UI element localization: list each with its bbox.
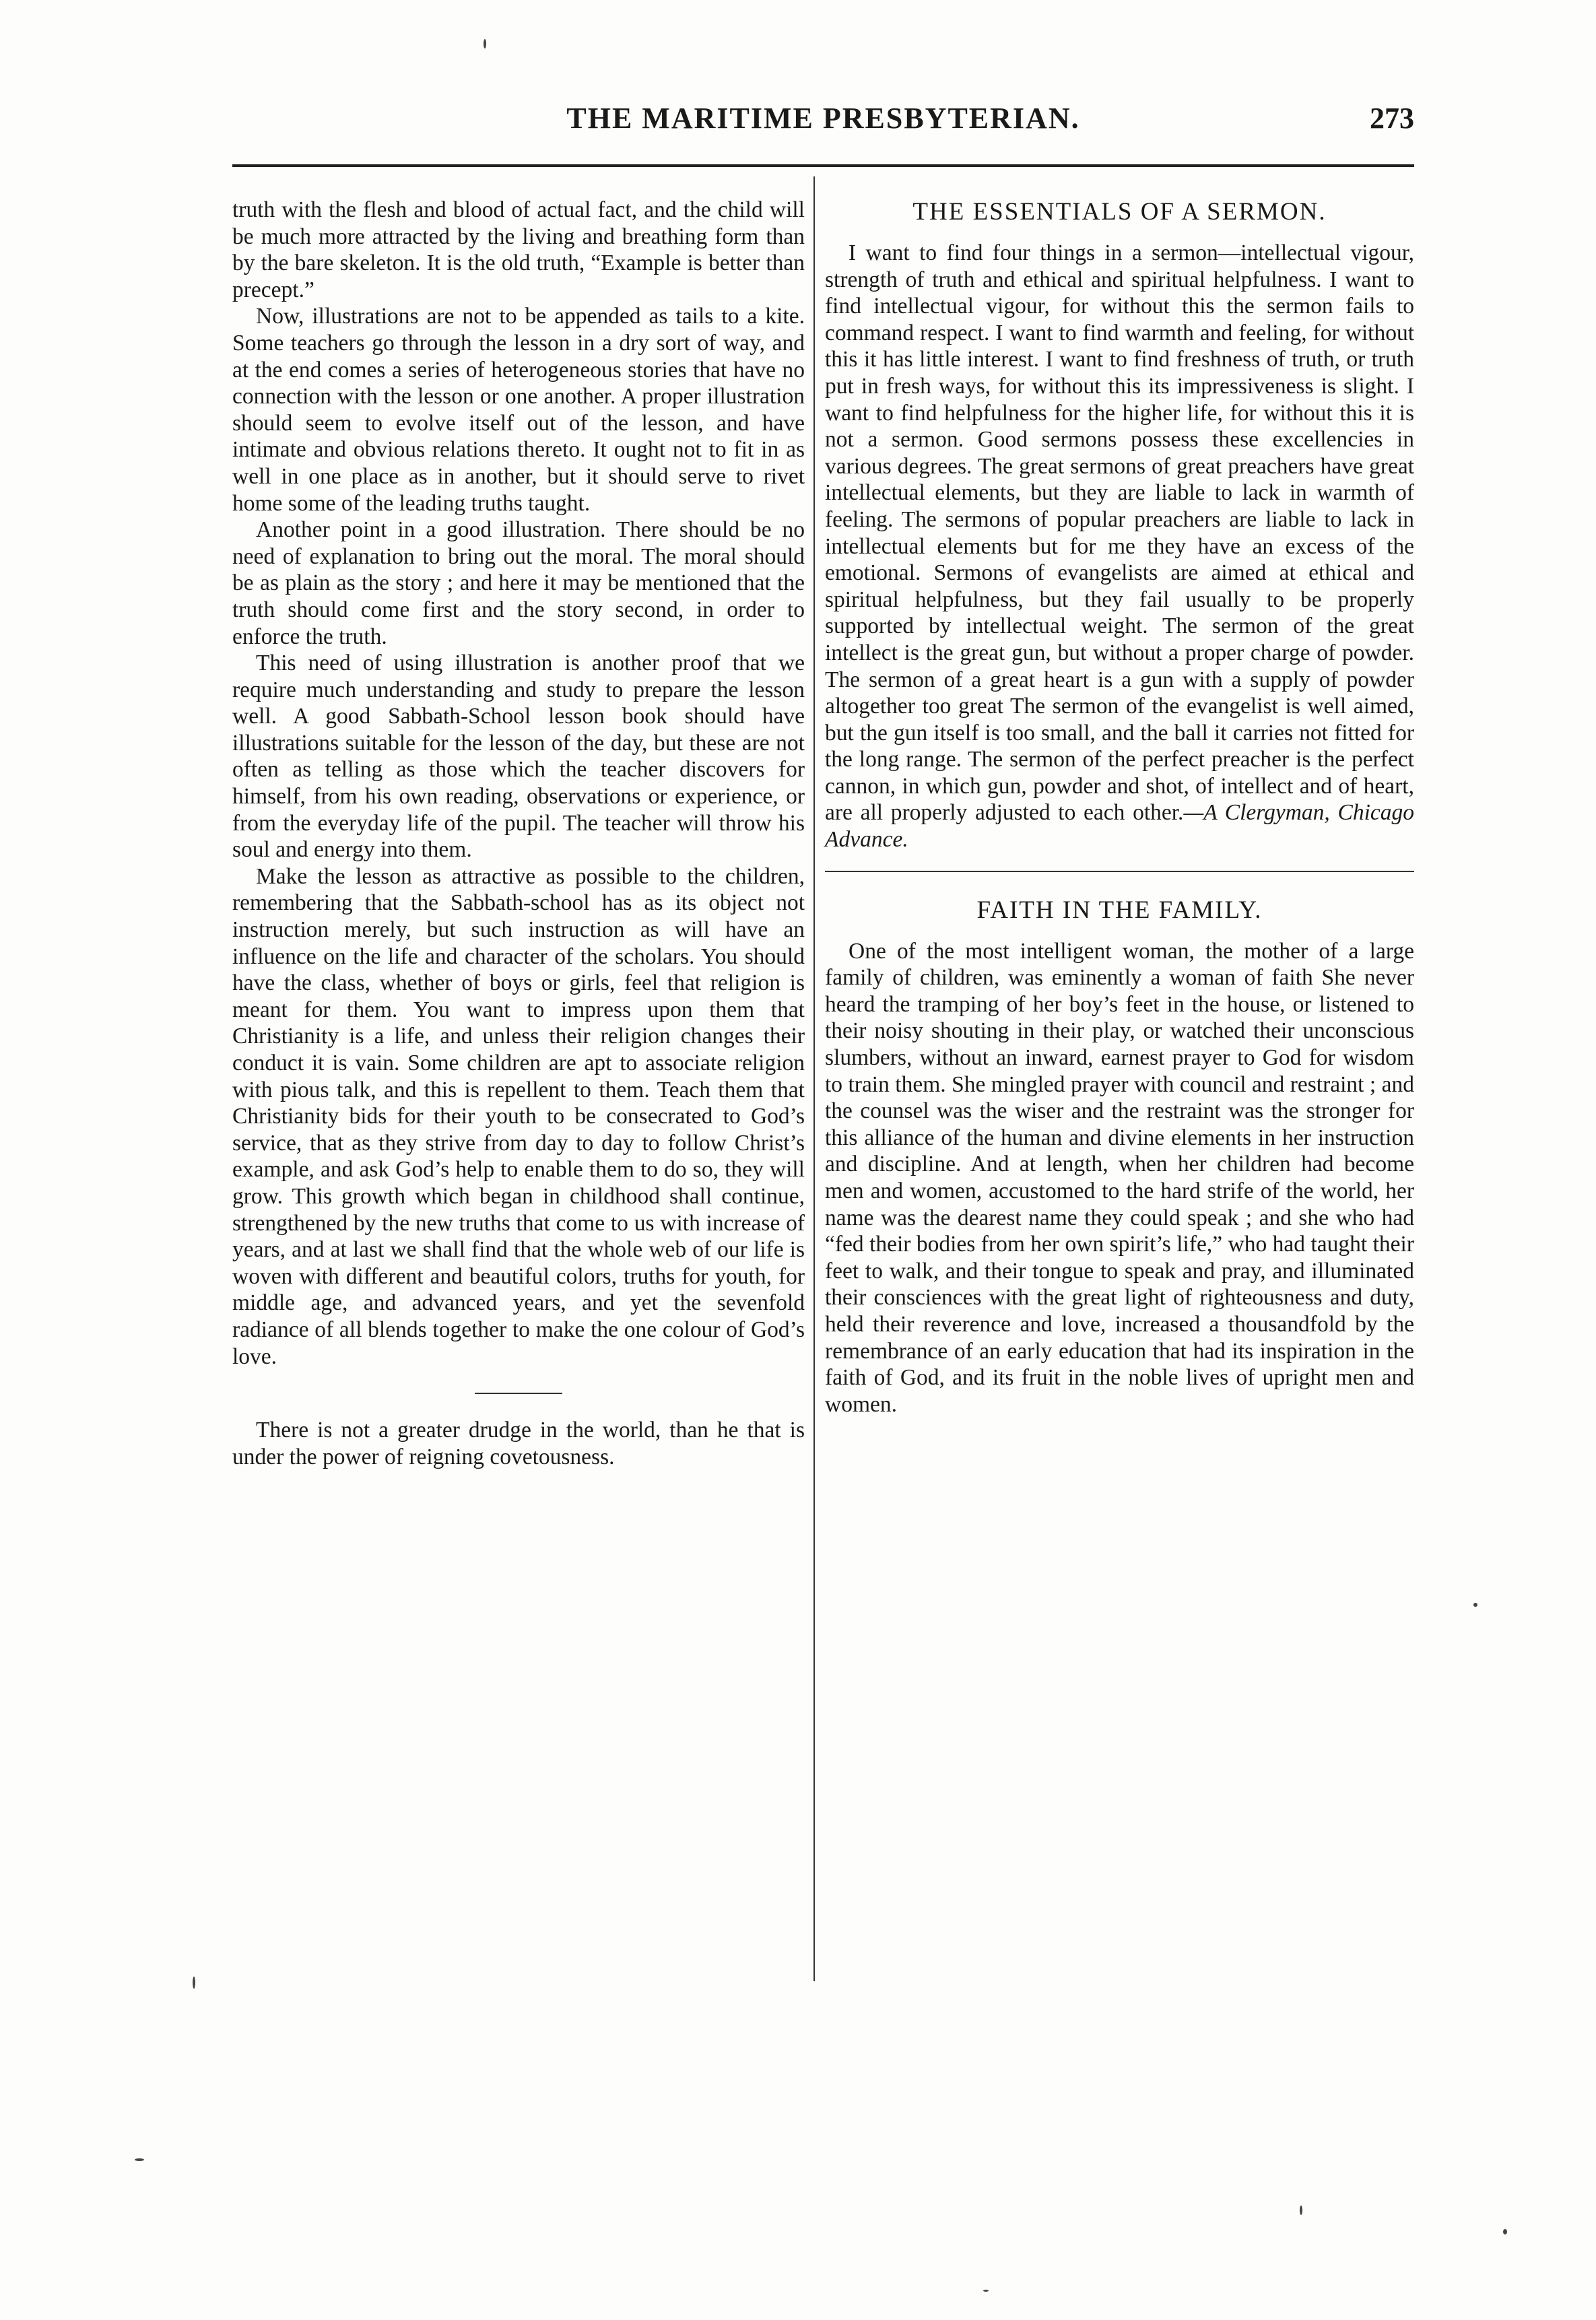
journal-title: THE MARITIME PRESBYTERIAN. xyxy=(566,102,1080,135)
column-divider xyxy=(813,176,815,1981)
section-separator xyxy=(825,871,1414,872)
scan-speck xyxy=(983,2290,989,2292)
page-number: 273 xyxy=(1370,102,1414,135)
header-rule xyxy=(232,164,1414,167)
article-paragraph: Now, illustrations are not to be appended as tails to a kite. Some teachers go through the lesson in a dry sort of way, and at the end comes a series of heterogeneous stories that have no connection with the lesson or one another. A proper illustration should seem to evolve itself out of the lesson, and have intimate and obvious relations thereto. It ought not to fit in as well in one place as in another, but it should serve to rivet home some of the leading truths taught. xyxy=(232,304,805,516)
scan-speck xyxy=(135,2158,144,2161)
article-paragraph: truth with the flesh and blood of actual fact, and the child will be much more attracted by the living and breathing form than by the bare skeleton. It is the old truth, “Example is better than precept.” xyxy=(232,197,805,302)
left-column xyxy=(232,197,805,1470)
faith-heading: FAITH IN THE FAMILY. xyxy=(976,896,1263,924)
closing-paragraph: There is not a greater drudge in the world, than he that is under the power of reigning covetousness. xyxy=(232,1418,805,1469)
section-separator xyxy=(475,1393,562,1394)
scan-speck xyxy=(1300,2206,1302,2215)
faith-paragraph: One of the most intelligent woman, the mother of a large family of children, was eminently a woman of faith She never heard the tramping of her boy’s feet in the house, or listened to their noisy shouting in their play, or watched their unconscious slumbers, without an inward, earnest prayer to God for wisdom to train them. She mingled prayer with council and restraint ; and the counsel was the wiser and the restraint was the stronger for this alliance of the human and divine elements in her instruction and discipline. And at length, when her children had become men and women, accustomed to the hard strife of the world, her name was the dearest name they could speak ; and she who had “fed their bodies from her own spirit’s life,” who had taught their feet to walk, and their tongue to speak and pray, and illuminated their consciences with the great light of righteousness and duty, held their reverence and love, increased a thousandfold by the remembrance of an early education that had its inspiration in the faith of God, and its fruit in the noble lives of upright men and women. xyxy=(825,938,1414,1417)
scan-speck xyxy=(193,1977,195,1989)
essentials-text: I want to find four things in a sermon—intellectual vigour, strength of truth and ethical and spiritual helpfulness. I want to find intellectual vigour, for without this the sermon fails to command respect. I want to find warmth and feeling, for without this it has little interest. I want to find freshness of truth, or truth put in fresh ways, for without this its impressiveness is slight. I want to find helpfulness for the higher life, for without this it is not a sermon. Good sermons possess these excellencies in various degrees. The great sermons of great preachers have great intellectual elements, but they are liable to lack in warmth of feeling. The sermons of popular preachers are liable to lack in intellectual elements but for me they have an excess of the emotional. Sermons of evangelists are aimed at ethical and spiritual helpfulness, but they fail usually to be properly supported by intellectual weight. The sermon of the great intellect is the great gun, but without a proper charge of powder. The sermon of a great heart is a gun with a supply of powder altogether too great The sermon of the evangelist is well aimed, but the gun itself is too small, and the ball it carries not fitted for the long range. The sermon of the perfect preacher is the perfect cannon, in which gun, powder and shot, of intellect and of heart, are all properly adjusted to each other. xyxy=(825,240,1414,826)
article-paragraph: Another point in a good illustration. There should be no need of explanation to bring out the moral. The moral should be as plain as the story ; and here it may be mentioned that the truth should come first and the story second, in order to enforce the truth. xyxy=(232,517,805,649)
scan-speck xyxy=(1503,2229,1507,2234)
scan-speck xyxy=(1473,1603,1477,1607)
essentials-paragraph xyxy=(825,240,1414,853)
essentials-heading: THE ESSENTIALS OF A SERMON. xyxy=(912,198,1327,226)
article-paragraph: Make the lesson as attractive as possible to the children, remembering that the Sabbath-school has as its object not instruction merely, but such instruction as will have an influence on the life and character of the scholars. You should have the class, whether of boys or girls, feel that religion is meant for them. You want to impress upon them that Christianity is a life, and unless their religion changes their conduct it is vain. Some children are apt to associate religion with pious talk, and this is repellent to them. Teach them that Christianity bids for their youth to be consecrated to God’s service, that as they strive from day to day to follow Christ’s example, and ask God’s help to enable them to do so, they will grow. This growth which began in childhood shall continue, strengthened by the new truths that come to us with increase of years, and at last we shall find that the whole web of our life is woven with different and beautiful colors, truths for youth, for middle age, and advanced years, and yet the sevenfold radiance of all blends together to make the one colour of God’s love. xyxy=(232,863,805,1369)
essentials-attribution: —A Clergyman, Chicago Advance. xyxy=(825,800,1414,853)
scan-speck xyxy=(484,39,486,48)
running-header xyxy=(232,101,1414,148)
right-column xyxy=(825,197,1414,1418)
article-paragraph: This need of using illustration is another proof that we require much understanding and study to prepare the lesson well. A good Sabbath-School lesson book should have illustrations suitable for the lesson of the day, but these are not often as telling as those which the teacher discovers for himself, from his own reading, observations or experience, or from the everyday life of the pupil. The teacher will throw his soul and energy into them. xyxy=(232,651,805,863)
